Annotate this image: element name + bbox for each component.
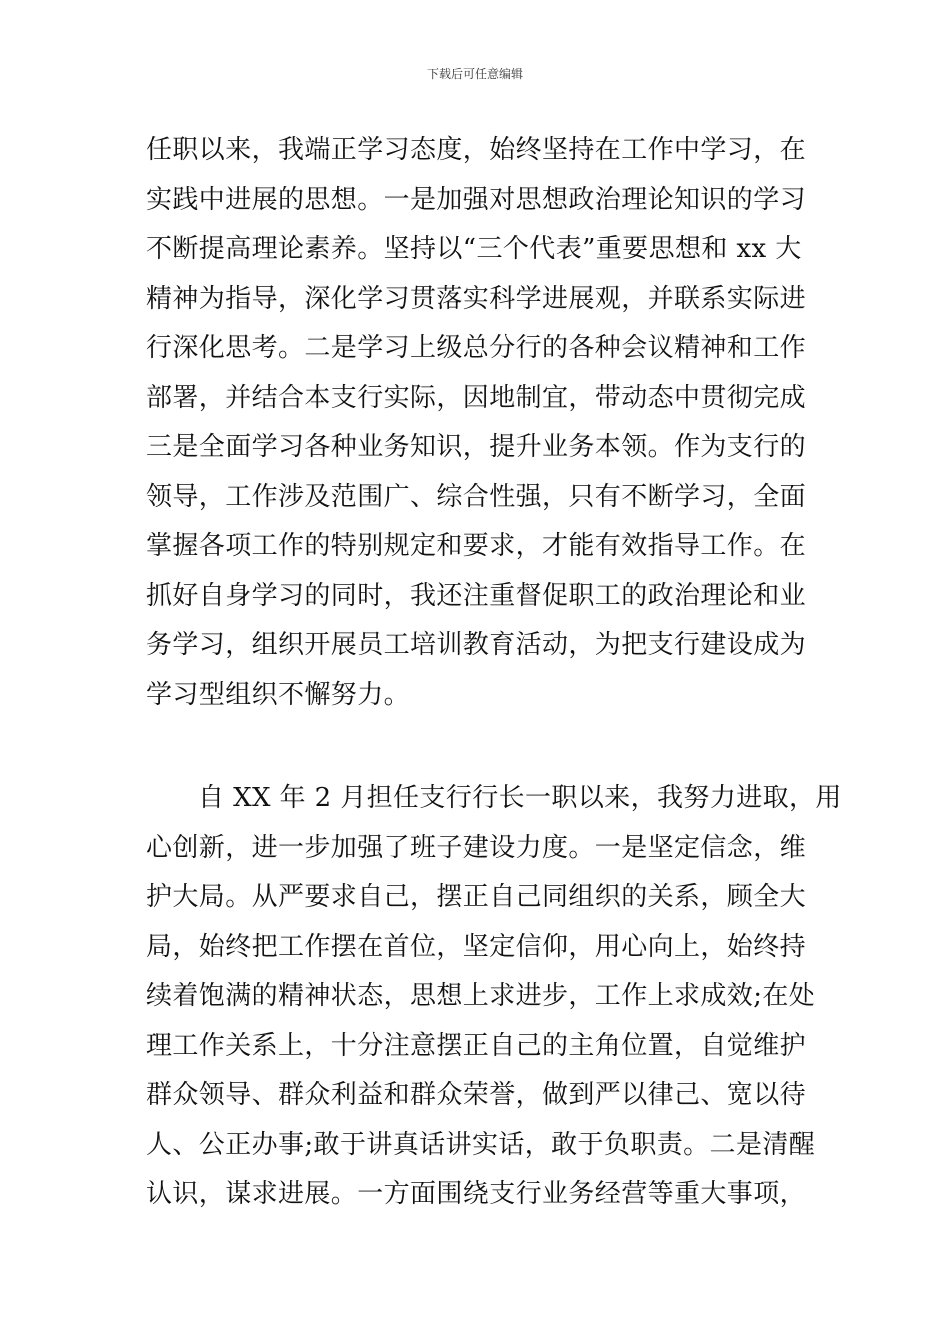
- text-line: 掌握各项工作的特别规定和要求，才能有效指导工作。在: [146, 531, 807, 561]
- text-line: 认识，谋求进展。一方面围绕支行业务经营等重大事项，: [146, 1179, 807, 1209]
- text-line: 续着饱满的精神状态，思想上求进步，工作上求成效;在处: [146, 981, 816, 1011]
- text-line: 任职以来，我端正学习态度，始终坚持在工作中学习，在: [146, 135, 807, 165]
- paragraph-leadership: [146, 774, 842, 1220]
- text-line: 务学习，组织开展员工培训教育活动，为把支行建设成为: [146, 630, 807, 660]
- text-line-first: 自 XX 年 2 月担任支行行长一职以来，我努力进取，用: [198, 783, 842, 813]
- text-line: 人、公正办事;敢于讲真话讲实话，敢于负职责。二是清醒: [146, 1129, 816, 1160]
- page-header-note: 下载后可任意编辑: [426, 67, 523, 81]
- text-line: 学习型组织不懈努力。: [146, 679, 411, 710]
- text-line: 实践中进展的思想。一是加强对思想政治理论知识的学习: [146, 184, 807, 215]
- paragraph-study: [146, 126, 816, 720]
- text-line: 局，始终把工作摆在首位，坚定信仰，用心向上，始终持: [146, 931, 807, 962]
- text-line: 抓好自身学习的同时，我还注重督促职工的政治理论和业: [146, 580, 807, 611]
- text-line: 部署，并结合本支行实际，因地制宜，带动态中贯彻完成: [146, 382, 807, 413]
- text-line: 理工作关系上，十分注意摆正自己的主角位置，自觉维护: [146, 1030, 807, 1061]
- text-line: 群众领导、群众利益和群众荣誉，做到严以律己、宽以待: [146, 1080, 807, 1110]
- text-line: 护大局。从严要求自己，摆正自己同组织的关系，顾全大: [146, 882, 807, 912]
- text-line: 不断提高理论素养。坚持以“三个代表”重要思想和 xx 大: [146, 234, 802, 264]
- text-line: 心创新，进一步加强了班子建设力度。一是坚定信念，维: [146, 832, 807, 863]
- text-line: 三是全面学习各种业务知识，提升业务本领。作为支行的: [146, 432, 807, 462]
- text-line: 领导，工作涉及范围广、综合性强，只有不断学习，全面: [146, 481, 807, 512]
- text-line: 精神为指导，深化学习贯落实科学进展观，并联系实际进: [146, 283, 807, 314]
- text-line: 行深化思考。二是学习上级总分行的各种会议精神和工作: [146, 333, 807, 363]
